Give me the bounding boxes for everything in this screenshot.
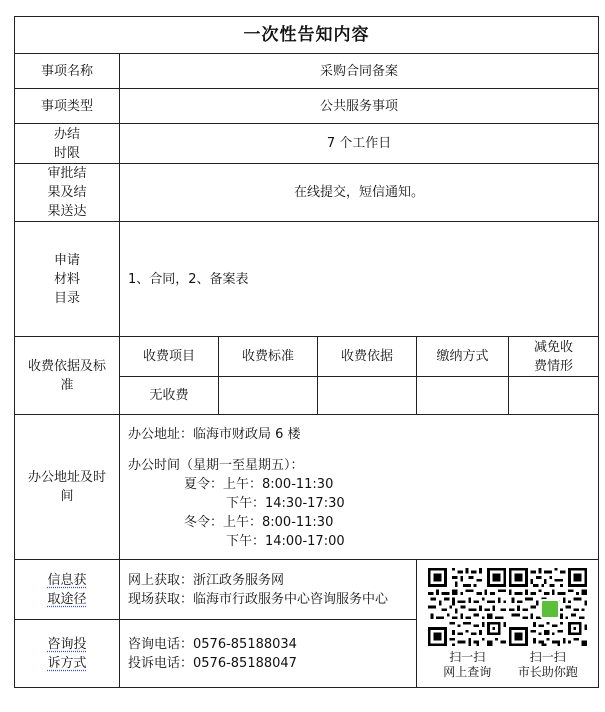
winter-am: 冬令：上午：8:00-11:30 — [184, 515, 334, 530]
office-address: 办公地址：临海市财政局 6 楼 — [128, 427, 301, 442]
item-name-label: 事项名称 — [15, 54, 120, 89]
summer-pm: 下午：14:30-17:30 — [226, 496, 345, 511]
winter-pm: 下午：14:00-17:00 — [226, 534, 345, 549]
qr-online-line2: 网上查询 — [443, 664, 492, 679]
fee-cell-payment — [417, 377, 509, 415]
fee-cell-exemption — [509, 377, 599, 415]
fee-header-basis: 收费依据 — [318, 337, 417, 377]
qr-mayor-helps[interactable] — [508, 568, 589, 680]
approval-label: 审批结 果及结 果送达 — [15, 164, 120, 222]
fee-cell-basis — [318, 377, 417, 415]
fee-header-standard: 收费标准 — [219, 337, 318, 377]
materials-label: 申请 材料 目录 — [15, 222, 120, 337]
info-details — [120, 560, 417, 620]
office-label: 办公地址及时 间 — [15, 415, 120, 560]
qr-pattern-1 — [428, 568, 506, 646]
item-type-value: 公共服务事项 — [120, 89, 599, 124]
time-limit-label: 办结 时限 — [15, 124, 120, 164]
contact-label: 咨询投 诉方式 — [15, 620, 120, 688]
info-online: 网上获取：浙江政务服务网 — [128, 572, 285, 588]
office-hours-title: 办公时间（星期一至星期五）： — [128, 458, 304, 473]
office-details — [120, 415, 599, 560]
qr-mayor-line1: 扫一扫 — [529, 649, 566, 664]
info-label: 信息获 取途径 — [15, 560, 120, 620]
notice-sheet — [14, 16, 598, 688]
approval-value: 在线提交，短信通知。 — [120, 164, 599, 222]
notice-table — [14, 16, 599, 688]
qr-code-icon — [428, 568, 506, 646]
qr-online-query[interactable] — [427, 568, 508, 680]
fee-header-exemption: 减免收 费情形 — [509, 337, 599, 377]
qr-mayor-line2: 市长助你跑 — [517, 664, 578, 679]
fee-cell-standard — [219, 377, 318, 415]
complaint-phone: 投诉电话：0576-85188047 — [128, 655, 297, 671]
fee-header-item: 收费项目 — [120, 337, 219, 377]
fee-header-payment: 缴纳方式 — [417, 337, 509, 377]
item-name-value: 采购合同备案 — [120, 54, 599, 89]
spacer — [128, 444, 598, 456]
contact-details — [120, 620, 417, 688]
fee-cell-item: 无收费 — [120, 377, 219, 415]
app-logo-icon — [540, 599, 560, 619]
materials-value: 1、合同，2、备案表 — [120, 222, 599, 337]
fees-label: 收费依据及标 准 — [15, 337, 120, 415]
qr-panel — [417, 560, 599, 688]
page-title: 一次性告知内容 — [15, 17, 599, 54]
time-limit-value: 7 个工作日 — [120, 124, 599, 164]
qr-code-icon — [509, 568, 587, 646]
qr-online-line1: 扫一扫 — [449, 649, 486, 664]
info-onsite: 现场获取：临海市行政服务中心咨询服务中心 — [128, 591, 389, 607]
consult-phone: 咨询电话：0576-85188034 — [128, 636, 297, 652]
summer-am: 夏令：上午：8:00-11:30 — [184, 477, 334, 492]
item-type-label: 事项类型 — [15, 89, 120, 124]
